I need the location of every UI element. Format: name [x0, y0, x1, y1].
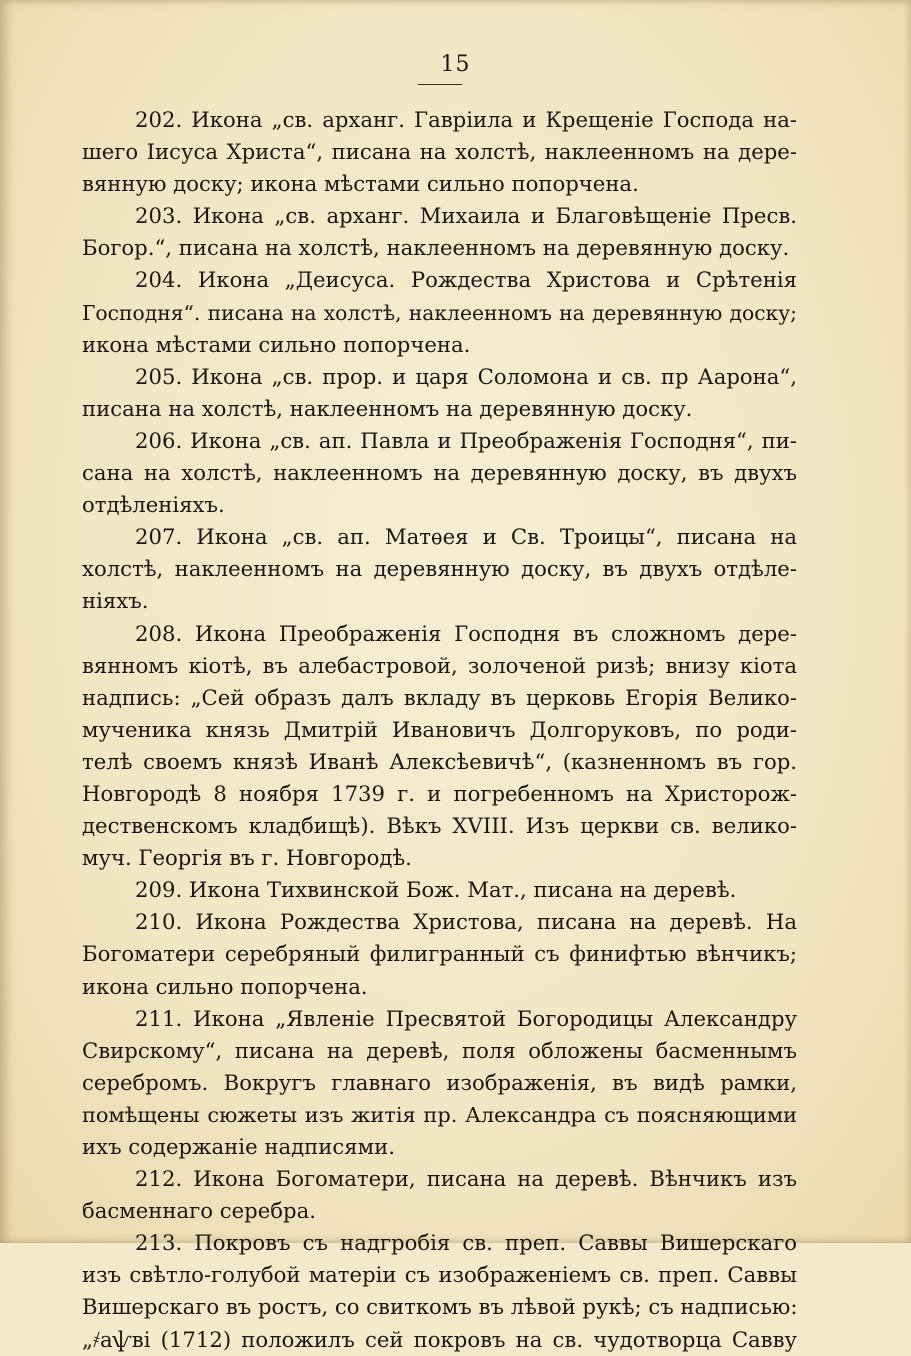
- text-line: муч. Георгія въ г. Новгородѣ.: [82, 845, 412, 871]
- text-line: писана на холстѣ, наклеенномъ на деревянную доску.: [82, 395, 693, 421]
- text-line: 206. Икона „св. ап. Павла и Преображенія Господня“, пи-: [135, 427, 797, 453]
- text-line: шего Іисуса Христа“, писана на холстѣ, наклеенномъ на дере-: [82, 139, 797, 165]
- text-line: 202. Икона „св. арханг. Гавріила и Крещеніе Господа на-: [135, 107, 797, 132]
- text-line: икона сильно попорчена.: [82, 973, 368, 999]
- text-line: телѣ своемъ князѣ Иванѣ Алексѣевичѣ“, (казненномъ въ гор.: [82, 748, 797, 774]
- text-line: Богоматери серебряный филигранный съ финифтью вѣнчикъ;: [82, 941, 797, 967]
- text-line: 208. Икона Преображенія Господня въ сложномъ дере-: [135, 620, 797, 646]
- text-line: 204. Икона „Деисуса. Рождества Христова и Срѣтенія: [135, 267, 797, 293]
- text-line: мученика князь Дмитрій Ивановичъ Долгоруковъ, по роди-: [82, 716, 797, 742]
- text-line: ніяхъ.: [82, 588, 149, 614]
- text-line: 210. Икона Рождества Христова, писана на деревѣ. На: [135, 909, 797, 935]
- text-line: Вишерскаго въ ростъ, со свиткомъ въ лѣвой рукѣ; съ надписью:: [82, 1294, 798, 1320]
- text-line: 203. Икона „св. арханг. Михаила и Благовѣщеніе Пресв.: [135, 203, 797, 229]
- text-line: 205. Икона „св. прор. и царя Соломона и св. пр Аарона“,: [135, 363, 797, 389]
- text-line: басменнаго серебра.: [82, 1198, 316, 1224]
- text-line: 207. Икона „св. ап. Матѳея и Св. Троицы“, писана на: [135, 524, 797, 550]
- text-line: икона мѣстами сильно попорчена.: [82, 331, 471, 357]
- text-line: Свирскому“, писана на деревѣ, поля обложены басменнымъ: [82, 1037, 797, 1063]
- text-line: 209. Икона Тихвинской Бож. Мат., писана на деревѣ.: [135, 877, 737, 903]
- text-line: сана на холстѣ, наклеенномъ на деревянную доску, въ двухъ: [82, 460, 797, 486]
- page-number-rule: [418, 84, 462, 85]
- text-line: помѣщены сюжеты изъ житія пр. Александра съ поясняющими: [82, 1102, 797, 1127]
- text-line: дественскомъ кладбищѣ). Вѣкъ XVIII. Изъ церкви св. велико-: [82, 813, 797, 839]
- text-line: 212. Икона Богоматери, писана на деревѣ. Вѣнчикъ изъ: [135, 1166, 797, 1192]
- text-line: Новгородѣ 8 ноября 1739 г. и погребенномъ на Христорож-: [82, 780, 797, 806]
- text-line: серебромъ. Вокругъ главнаго изображенія, въ видѣ рамки,: [82, 1069, 797, 1095]
- text-line: „҂аѱві (1712) положилъ сей покровъ на св. чудотворца Савву: [82, 1326, 797, 1352]
- text-line: отдѣленіяхъ.: [82, 492, 225, 518]
- text-line: изъ свѣтло-голубой матеріи съ изображеніемъ св. преп. Саввы: [82, 1262, 797, 1288]
- text-line: вянную доску; икона мѣстами сильно попорчена.: [82, 171, 639, 197]
- text-line: холстѣ, наклеенномъ на деревянную доску, въ двухъ отдѣле-: [82, 556, 797, 582]
- text-line: Богор.“, писана на холстѣ, наклеенномъ на деревянную доску.: [82, 235, 790, 261]
- text-body: [82, 104, 797, 1356]
- text-line: надпись: „Сей образъ далъ вкладу въ церковь Егорія Велико-: [82, 684, 797, 710]
- text-line: 213. Покровъ съ надгробія св. преп. Саввы Вишерскаго: [135, 1230, 797, 1256]
- page-number: 15: [440, 52, 471, 77]
- text-line: 211. Икона „Явленіе Пресвятой Богородицы Александру: [135, 1005, 797, 1031]
- text-line: Господня“. писана на холстѣ, наклеенномъ на деревянную доску;: [82, 300, 797, 325]
- text-line: вянномъ кіотѣ, въ алебастровой, золоченой ризѣ; внизу кіота: [82, 652, 797, 678]
- text-line: ихъ содержаніе надписями.: [82, 1134, 395, 1159]
